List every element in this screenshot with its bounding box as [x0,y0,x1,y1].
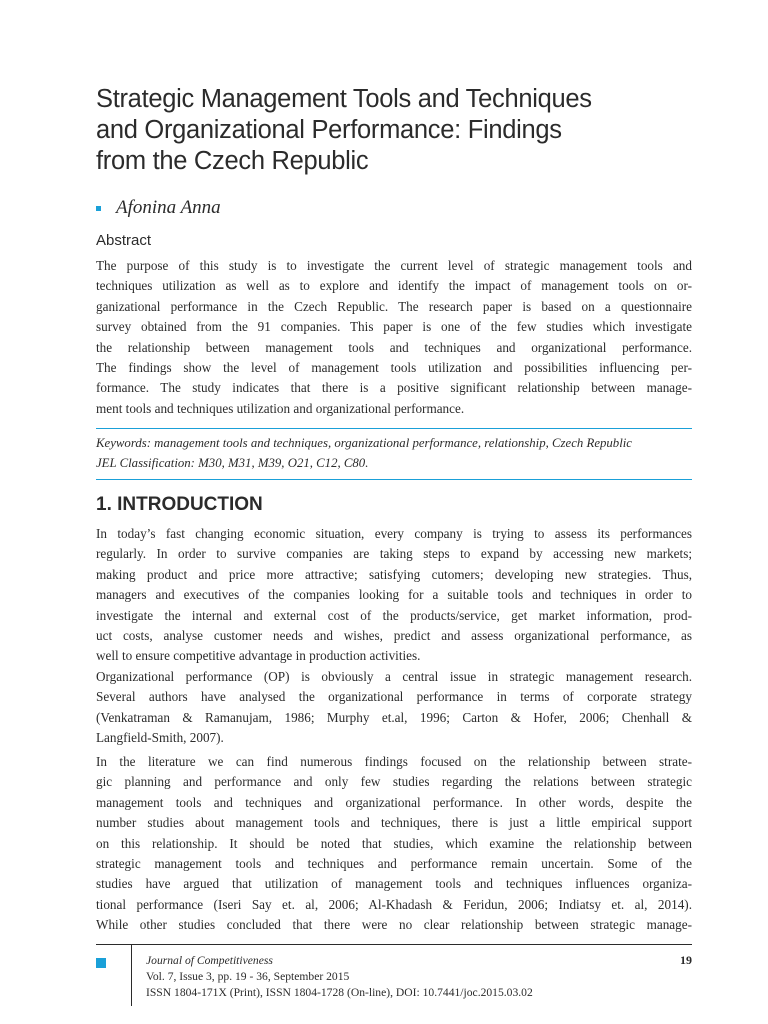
footer-divider [131,944,132,1006]
paragraph-line: strategic management tools and techniques and performance remain uncertain. Some of the [96,856,692,872]
section-heading-introduction: 1. INTRODUCTION [96,494,263,515]
abstract-line: techniques utilization as well as to explore and identify the impact of management tools on or- [96,278,692,294]
keywords-top-rule [96,428,692,429]
abstract-text [96,256,692,419]
paragraph-line: (Venkatraman & Ramanujam, 1986; Murphy et.al, 1996; Carton & Hofer, 2006; Chenhall & [96,709,692,725]
title-line: from the Czech Republic [96,147,369,175]
volume-info: Vol. 7, Issue 3, pp. 19 - 36, September 2015 [146,970,350,983]
intro-paragraph-1 [96,524,692,667]
footer-rule [96,944,692,945]
paragraph-line: In today’s fast changing economic situation, every company is trying to assess its performances [96,526,692,541]
abstract-line: The findings show the level of management tools utilization and possibilities influencing per- [96,360,692,376]
paragraph-line: management tools and techniques and organizational performance. In other words, despite the [96,794,692,810]
footer-square-icon [96,958,106,968]
author-name: Afonina Anna [116,197,221,218]
paragraph-line: Langfield-Smith, 2007). [96,730,224,746]
issn-doi: ISSN 1804-171X (Print), ISSN 1804-1728 (On-line), DOI: 10.7441/joc.2015.03.02 [146,986,533,999]
intro-paragraph-3 [96,752,692,936]
journal-name: Journal of Competitiveness [146,954,273,967]
paragraph-line: number studies about management tools and techniques, there is just a little empirical support [96,815,692,831]
paragraph-line: gic planning and performance and only few studies regarding the relations between strategic [96,774,692,790]
abstract-line: The purpose of this study is to investigate the current level of strategic management tools and [96,258,692,273]
author-row [96,196,221,220]
title-line: Strategic Management Tools and Techniques [96,85,592,113]
paragraph-line: managers and executives of the companies looking for a suitable tools and techniques in order to [96,587,692,603]
paragraph-line: on this relationship. It should be noted that studies, which examine the relationship between [96,835,692,851]
abstract-line: formance. The study indicates that there is a positive significant relationship between manage- [96,380,692,396]
paragraph-line: regularly. In order to survive companies are taking steps to expand by accessing new markets; [96,546,692,562]
footer-citation [146,953,533,1001]
paragraph-line: investigate the internal and external cost of the products/service, get market information, prod- [96,607,692,623]
keywords-line: Keywords: management tools and techniques, organizational performance, relationship, Czech Republic [96,436,632,450]
keywords-block [96,433,692,473]
abstract-line: the relationship between management tools and techniques and organizational performance. [96,339,692,355]
paragraph-line: In the literature we can find numerous findings focused on the relationship between strate- [96,754,692,769]
paragraph-line: studies have argued that utilization of management tools and techniques influences organiza- [96,876,692,892]
intro-paragraph-2 [96,667,692,749]
paper-title [96,84,696,177]
paragraph-line: Several authors have analysed the organizational performance in terms of corporate strategy [96,689,692,705]
paragraph-line: tional performance (Iseri Say et. al, 2006; Al-Khadash & Feridun, 2006; Indiatsy et. al, 2014). [96,896,692,912]
paragraph-line: Organizational performance (OP) is obviously a central issue in strategic management research. [96,669,692,684]
paragraph-line: While other studies concluded that there were no clear relationship between strategic manage- [96,917,692,933]
jel-classification-line: JEL Classification: M30, M31, M39, O21, C12, C80. [96,456,369,470]
keywords-bottom-rule [96,479,692,480]
page-number: 19 [680,953,692,967]
bullet-square-icon [96,206,101,211]
paragraph-line: well to ensure competitive advantage in production activities. [96,648,421,664]
paragraph-line: uct costs, analyse customer needs and wishes, predict and assess organizational performance, as [96,628,692,644]
paragraph-line: making product and price more attractive; satisfying cutomers; developing new strategies. Thus, [96,566,692,582]
abstract-line: ganizational performance in the Czech Republic. The research paper is based on a questionnaire [96,298,692,314]
abstract-line: survey obtained from the 91 companies. This paper is one of the few studies which investigate [96,319,692,335]
title-line: and Organizational Performance: Findings [96,116,562,144]
abstract-line: ment tools and techniques utilization and organizational performance. [96,400,465,416]
abstract-heading: Abstract [96,232,152,249]
